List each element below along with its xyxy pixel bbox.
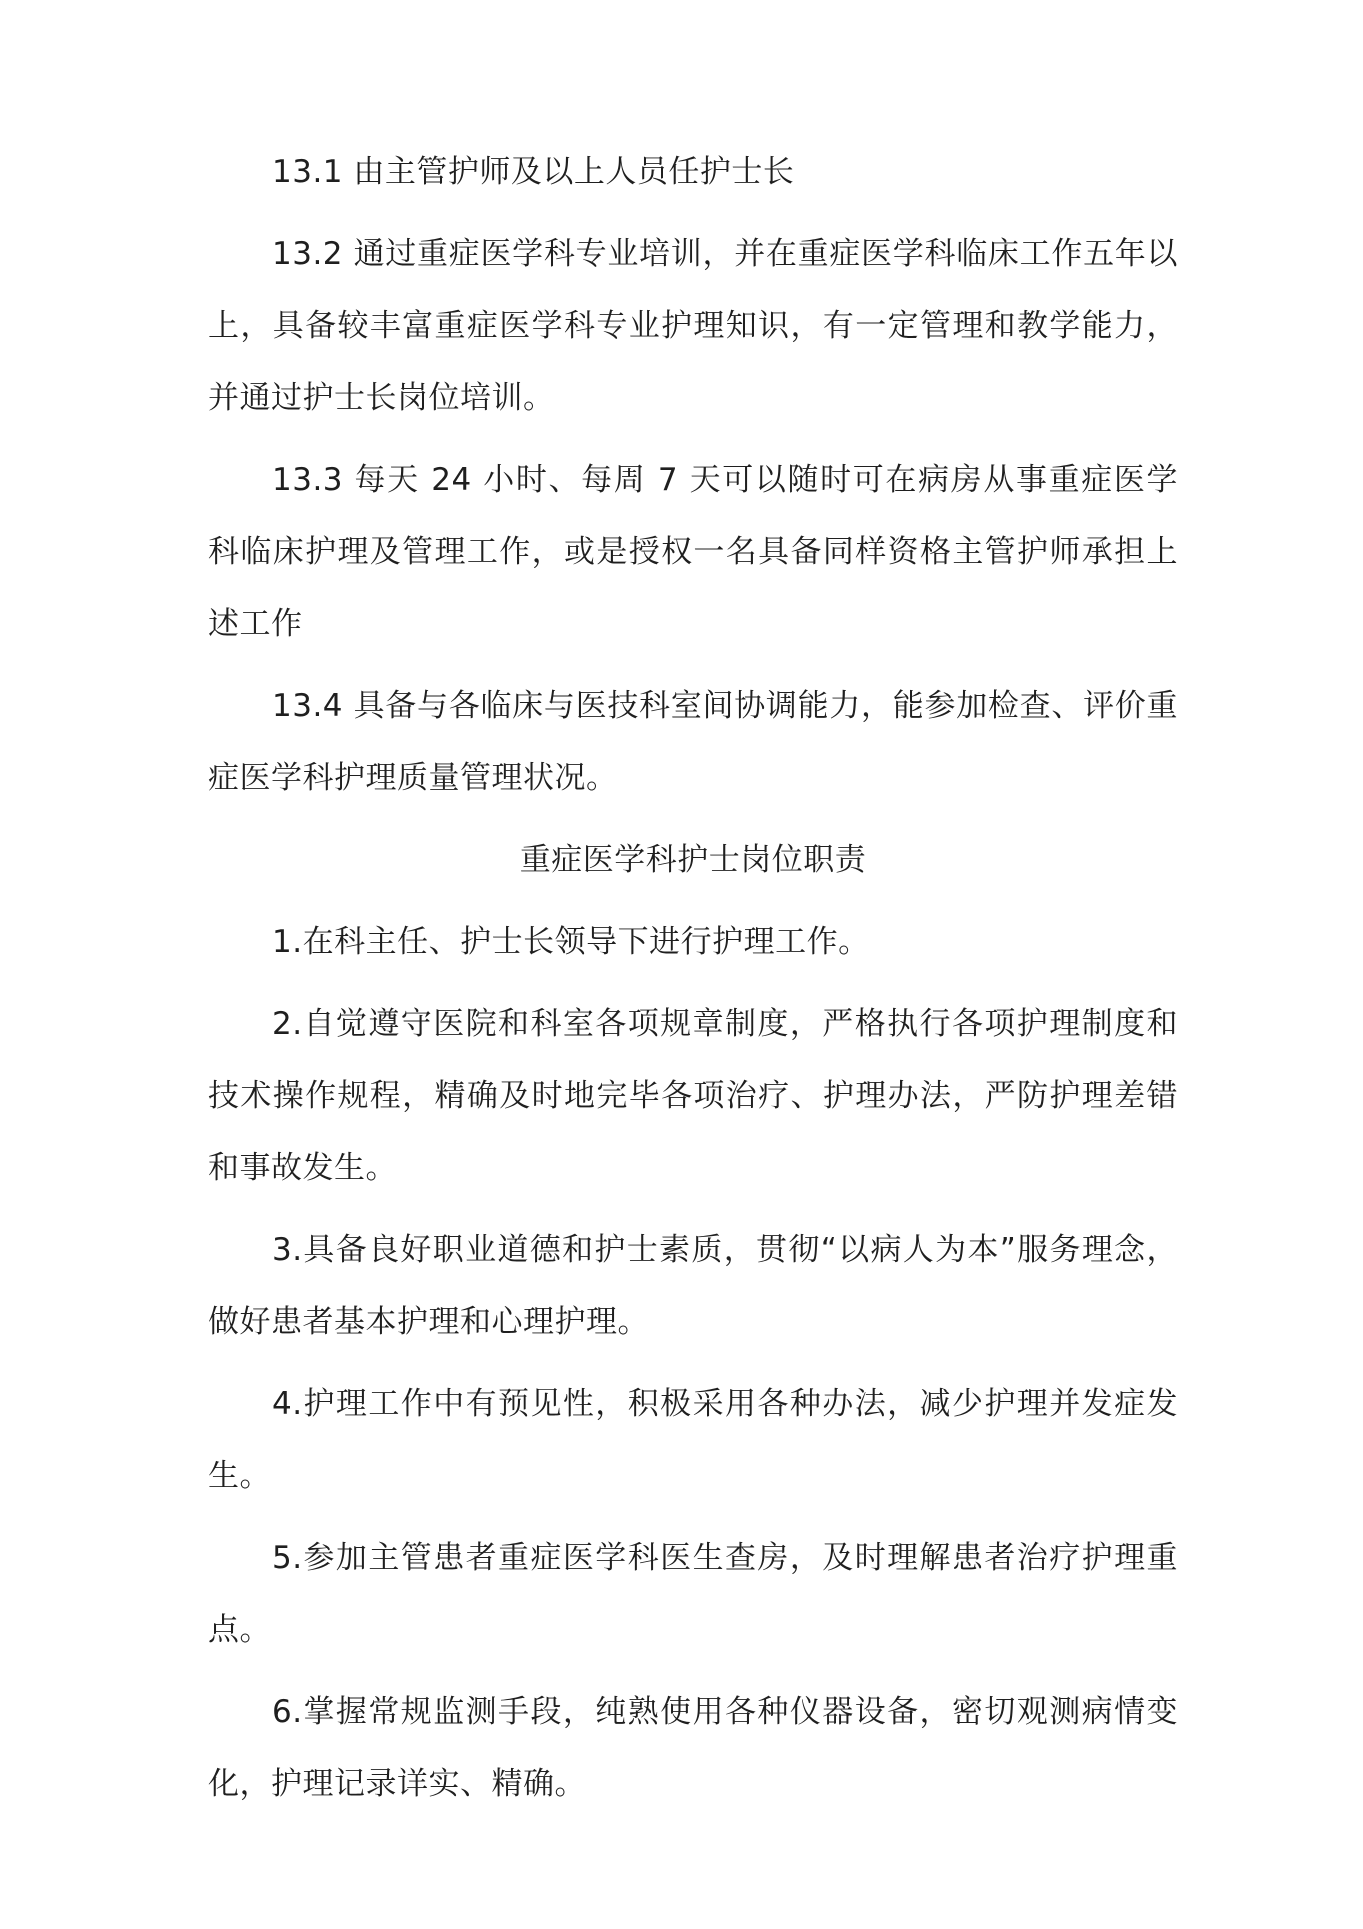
paragraph-13-2: 13.2 通过重症医学科专业培训，并在重症医学科临床工作五年以上，具备较丰富重症医学科专业护理知识，有一定管理和教学能力，并通过护士长岗位培训。 bbox=[208, 236, 1178, 416]
paragraph-13-1: 13.1 由主管护师及以上人员任护士长 bbox=[272, 154, 795, 190]
duty-item-5: 5.参加主管患者重症医学科医生查房，及时理解患者治疗护理重点。 bbox=[208, 1540, 1178, 1648]
document-body bbox=[208, 136, 1178, 1830]
paragraph-13-3: 13.3 每天 24 小时、每周 7 天可以随时可在病房从事重症医学科临床护理及管理工作，或是授权一名具备同样资格主管护师承担上述工作 bbox=[208, 462, 1178, 642]
duty-item-3: 3.具备良好职业道德和护士素质，贯彻“以病人为本”服务理念，做好患者基本护理和心理护理。 bbox=[208, 1232, 1178, 1340]
section-title: 重症医学科护士岗位职责 bbox=[519, 842, 867, 878]
duty-item-4: 4.护理工作中有预见性，积极采用各种办法，减少护理并发症发生。 bbox=[208, 1386, 1178, 1494]
duty-item-6: 6.掌握常规监测手段，纯熟使用各种仪器设备，密切观测病情变化，护理记录详实、精确。 bbox=[208, 1694, 1178, 1802]
paragraph-13-4: 13.4 具备与各临床与医技科室间协调能力，能参加检查、评价重症医学科护理质量管理状况。 bbox=[208, 688, 1178, 796]
duty-item-2: 2.自觉遵守医院和科室各项规章制度，严格执行各项护理制度和技术操作规程，精确及时地完毕各项治疗、护理办法，严防护理差错和事故发生。 bbox=[208, 1006, 1178, 1186]
duty-item-1: 1.在科主任、护士长领导下进行护理工作。 bbox=[272, 924, 870, 960]
